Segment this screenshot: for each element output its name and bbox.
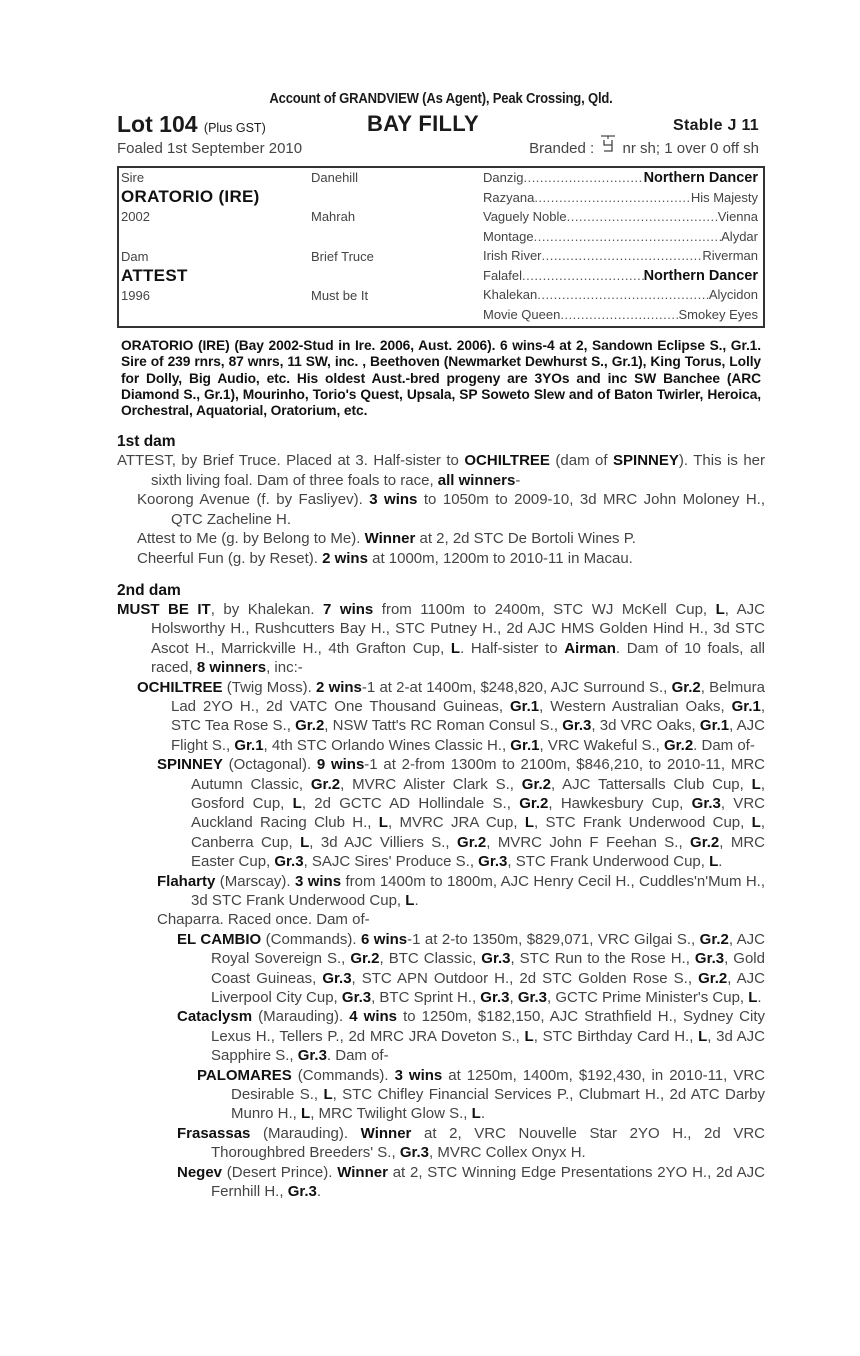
stable-location: Stable J 11 [672,117,759,134]
pedigree-table [117,166,765,328]
great-grandparent-row: Vaguely Noble ..... Vienna [483,207,758,227]
progeny-entry-palomares: PALOMARES (Commands). 3 wins at 1250m, 1400m, $192,430, in 2010-11, VRC Desirable S., L, STC Chifley Financial Services P., Clubmart H., 2d ATC Darby Munro H., L, MRC Twilight Glow S., L. [197,1066,765,1123]
grandsire-maternal: Brief Truce [311,249,374,264]
branded-label: Branded : [529,140,595,157]
progeny-entry-frasassas: Frasassas (Marauding). Winner at 2, VRC Nouvelle Star 2YO H., 2d VRC Thoroughbred Breeders' S., Gr.3, MVRC Collex Onyx H. [177,1124,765,1162]
great-grandparent-row: Montage ..... Alydar [483,227,758,247]
first-dam-section [117,433,765,567]
lot-label: Lot 104 [117,111,198,137]
granddam-paternal: Mahrah [311,209,356,224]
branded-details: nr sh; 1 over 0 off sh [622,140,759,157]
dam-name: ATTEST [121,266,188,285]
great-grandparent-row: Movie Queen ..... Smokey Eyes [483,305,758,325]
foal-entry: Cheerful Fun (g. by Reset). 2 wins at 1000m, 1200m to 2010-11 in Macau. [137,549,633,567]
lot-gst-note: (Plus GST) [203,121,266,135]
foal-entry: Koorong Avenue (f. by Fasliyev). 3 wins to 1050m to 2009-10, 3d MRC John Moloney H., QTC Zacheline H. [137,491,766,528]
foal-entry: Attest to Me (g. by Belong to Me). Winner at 2, 2d STC De Bortoli Wines P. [137,530,636,548]
vendor-account: Account of GRANDVIEW (As Agent), Peak Crossing, Qld. [269,91,613,107]
dam-entry-must-be-it: MUST BE IT, by Khalekan. 7 wins from 1100m to 2400m, STC WJ McKell Cup, L, AJC Holsworthy H., Rushcutters Bay H., STC Putney H., 2d AJC HMS Golden Hind H., 3d STC Ascot H., Marrickville H., 4th Grafton Cup, L. Half-sister to Airman. Dam of 10 foals, all raced, 8 winners, inc:- [117,600,766,677]
brand-symbol-icon [600,139,616,155]
horse-title: BAY FILLY [367,111,479,136]
great-grandparent-row: Irish River ..... Riverman [483,246,758,266]
foaled-row [117,138,765,160]
lot-row [117,110,765,138]
grandsire-paternal: Danehill [311,170,358,185]
progeny-entry-negev: Negev (Desert Prince). Winner at 2, STC Winning Edge Presentations 2YO H., 2d AJC Fernhill H., Gr.3. [177,1163,766,1201]
sire-summary: ORATORIO (IRE) (Bay 2002-Stud in Ire. 2006, Aust. 2006). 6 wins-4 at 2, Sandown Eclipse S., Gr.1. Sire of 239 rnrs, 87 wnrs, 11 SW, inc. , Beethoven (Newmarket Dewhurst S., Gr.1), King Torus, Lolly for Dolly, Big Audio, etc. His oldest Aust.-bred progeny are 3YOs and inc SW Banchee (ARC Diamond S., Gr.1), Mourinho, Torio's Quest, Upsala, SP Soweto Slew and of Baton Twirler, Heroica, Orchestral, Aquatorial, Oratorium, etc. [121,338,761,419]
sire-label: Sire [121,170,145,185]
dam-year: 1996 [121,288,150,303]
great-grandparent-row: Falafel ..... Northern Dancer [483,266,758,286]
dam-label: Dam [121,249,149,264]
sire-year: 2002 [121,209,150,224]
catalogue-page [117,90,765,1202]
great-grandparent-row: Danzig ..... Northern Dancer [483,168,758,188]
section-heading: 2nd dam [117,581,181,599]
progeny-entry-cataclysm: Cataclysm (Marauding). 4 wins to 1250m, $182,150, AJC Strathfield H., Sydney City Lexus H., Tellers P., 2d MRC JRA Doveton S., L, STC Birthday Card H., L, 3d AJC Sapphire S., Gr.3. Dam of- [177,1008,766,1065]
granddam-maternal: Must be It [311,288,369,303]
progeny-entry-spinney: SPINNEY (Octagonal). 9 wins-1 at 2-from 1300m to 2100m, $846,210, to 2010-11, MRC Autumn Classic, Gr.2, MVRC Alister Clark S., Gr.2, AJC Tattersalls Club Cup, L, Gosford Cup, L, 2d GCTC AD Hollindale S., Gr.2, Hawkesbury Cup, Gr.3, VRC Auckland Racing Club H., L, MVRC JRA Cup, L, STC Frank Underwood Cup, L, Canberra Cup, L, 3d AJC Villiers S., Gr.2, MVRC John F Feehan S., Gr.2, MRC Easter Cup, Gr.3, SAJC Sires' Produce S., Gr.3, STC Frank Underwood Cup, L. [157,756,766,871]
foaled-date: Foaled 1st September 2010 [117,140,303,157]
progeny-entry-chaparra: Chaparra. Raced once. Dam of- [157,911,370,929]
great-grandparent-row: Razyana ..... His Majesty [483,188,758,208]
progeny-entry-ochiltree: OCHILTREE (Twig Moss). 2 wins-1 at 2-at 1400m, $248,820, AJC Surround S., Gr.2, Belmura Lad 2YO H., 2d VATC One Thousand Guineas, Gr.1, Western Australian Oaks, Gr.1, STC Tea Rose S., Gr.2, NSW Tatt's RC Roman Consul S., Gr.3, 3d VRC Oaks, Gr.1, AJC Flight S., Gr.1, 4th STC Orlando Wines Classic H., Gr.1, VRC Wakeful S., Gr.2. Dam of- [137,678,765,754]
progeny-entry-el-cambio: EL CAMBIO (Commands). 6 wins-1 at 2-to 1350m, $829,071, VRC Gilgai S., Gr.2, AJC Royal Sovereign S., Gr.2, BTC Classic, Gr.3, STC Run to the Rose H., Gr.3, Gold Coast Guineas, Gr.3, STC APN Outdoor H., 2d STC Golden Rose S., Gr.2, AJC Liverpool City Cup, Gr.3, BTC Sprint H., Gr.3, Gr.3, GCTC Prime Minister's Cup, L. [177,930,765,1007]
section-heading: 1st dam [117,433,176,451]
sire-name: ORATORIO (IRE) [121,187,260,206]
second-dam-section [117,582,765,1202]
branded-info [529,138,759,160]
great-grandparent-row: Khalekan ..... Alycidon [483,285,758,305]
dam-intro: ATTEST, by Brief Truce. Placed at 3. Half-sister to OCHILTREE (dam of SPINNEY). This is her sixth living foal. Dam of three foals to race, all winners- [117,452,766,489]
progeny-entry-flaharty: Flaharty (Marscay). 3 wins from 1400m to 1800m, AJC Henry Cecil H., Cuddles'n'Mum H., 3d STC Frank Underwood Cup, L. [157,872,765,910]
